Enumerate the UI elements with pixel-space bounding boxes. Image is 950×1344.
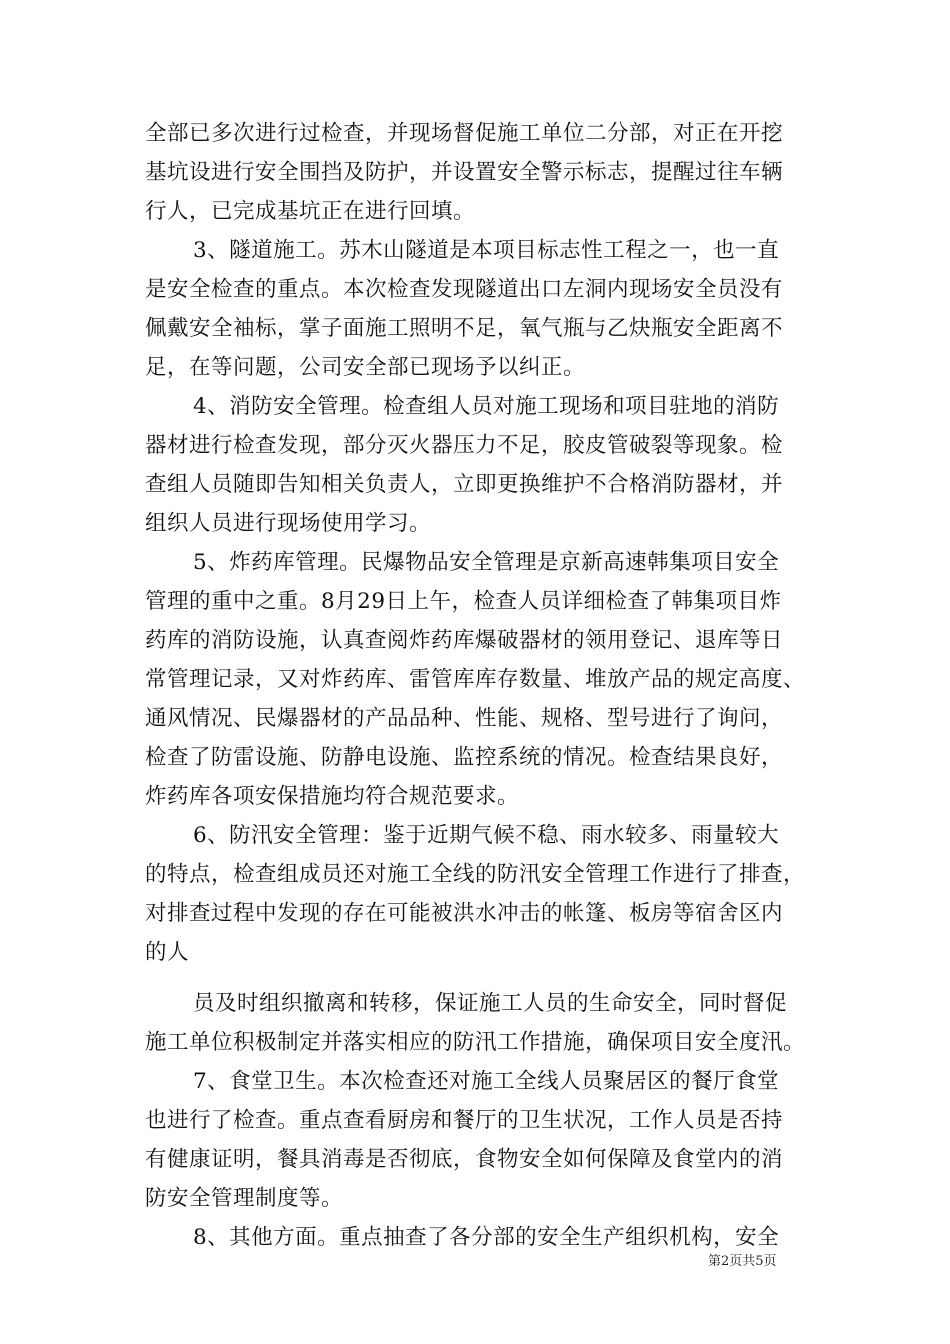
paragraph-start-line: 4、消防安全管理。检查组人员对施工现场和项目驻地的消防 xyxy=(193,394,780,419)
text-line: 是安全检查的重点。本次检查发现隧道出口左洞内现场安全员没有 xyxy=(145,277,784,302)
paragraph-start-line: 5、炸药库管理。民爆物品安全管理是京新高速韩集项目安全 xyxy=(193,550,780,575)
paragraph-gap xyxy=(145,972,810,984)
text-line: 有健康证明，餐具消毒是否彻底，食物安全如何保障及食堂内的消 xyxy=(145,1147,784,1172)
text-line: 管理的重中之重。8月29日上午，检查人员详细检查了韩集项目炸 xyxy=(145,589,782,614)
text-line: 组织人员进行现场使用学习。 xyxy=(145,511,432,536)
paragraph-start-line: 3、隧道施工。苏木山隧道是本项目标志性工程之一，也一直 xyxy=(193,238,780,263)
text-line: 佩戴安全袖标，掌子面施工照明不足，氧气瓶与乙炔瓶安全距离不 xyxy=(145,316,784,341)
document-body xyxy=(145,114,810,1257)
text-line: 也进行了检查。重点查看厨房和餐厅的卫生状况，工作人员是否持 xyxy=(145,1108,784,1133)
text-line: 炸药库各项安保措施均符合规范要求。 xyxy=(145,784,520,809)
text-line: 常管理记录，又对炸药库、雷管库库存数量、堆放产品的规定高度、 xyxy=(145,667,806,692)
text-line: 查组人员随即告知相关负责人，立即更换维护不合格消防器材，并 xyxy=(145,472,784,497)
text-line: 足，在等问题，公司安全部已现场予以纠正。 xyxy=(145,355,586,380)
text-line: 行人，已完成基坑正在进行回填。 xyxy=(145,199,476,224)
paragraph-start-line: 8、其他方面。重点抽查了各分部的安全生产组织机构，安全 xyxy=(193,1225,780,1250)
paragraph-start-line: 员及时组织撤离和转移，保证施工人员的生命安全，同时督促 xyxy=(193,991,788,1016)
text-line: 防安全管理制度等。 xyxy=(145,1186,344,1211)
text-line: 的人 xyxy=(145,940,190,965)
page-number: 第2页共5页 xyxy=(708,1254,777,1269)
text-line: 基坑设进行安全围挡及防护，并设置安全警示标志，提醒过往车辆 xyxy=(145,160,784,185)
text-line: 器材进行检查发现，部分灭火器压力不足，胶皮管破裂等现象。检 xyxy=(145,433,784,458)
text-line: 全部已多次进行过检查，并现场督促施工单位二分部，对正在开挖 xyxy=(145,121,784,146)
text-line: 检查了防雷设施、防静电设施、监控系统的情况。检查结果良好， xyxy=(145,745,784,770)
text-line: 对排查过程中发现的存在可能被洪水冲击的帐篷、板房等宿舍区内 xyxy=(145,901,784,926)
text-line: 通风情况、民爆器材的产品品种、性能、规格、型号进行了询问， xyxy=(145,706,784,731)
paragraph-start-line: 7、食堂卫生。本次检查还对施工全线人员聚居区的餐厅食堂 xyxy=(193,1069,780,1094)
text-line: 的特点，检查组成员还对施工全线的防汛安全管理工作进行了排查， xyxy=(145,862,806,887)
text-line: 施工单位积极制定并落实相应的防汛工作措施，确保项目安全度汛。 xyxy=(145,1030,806,1055)
paragraph-start-line: 6、防汛安全管理：鉴于近期气候不稳、雨水较多、雨量较大 xyxy=(193,823,780,848)
text-line: 药库的消防设施，认真查阅炸药库爆破器材的领用登记、退库等日 xyxy=(145,628,784,653)
